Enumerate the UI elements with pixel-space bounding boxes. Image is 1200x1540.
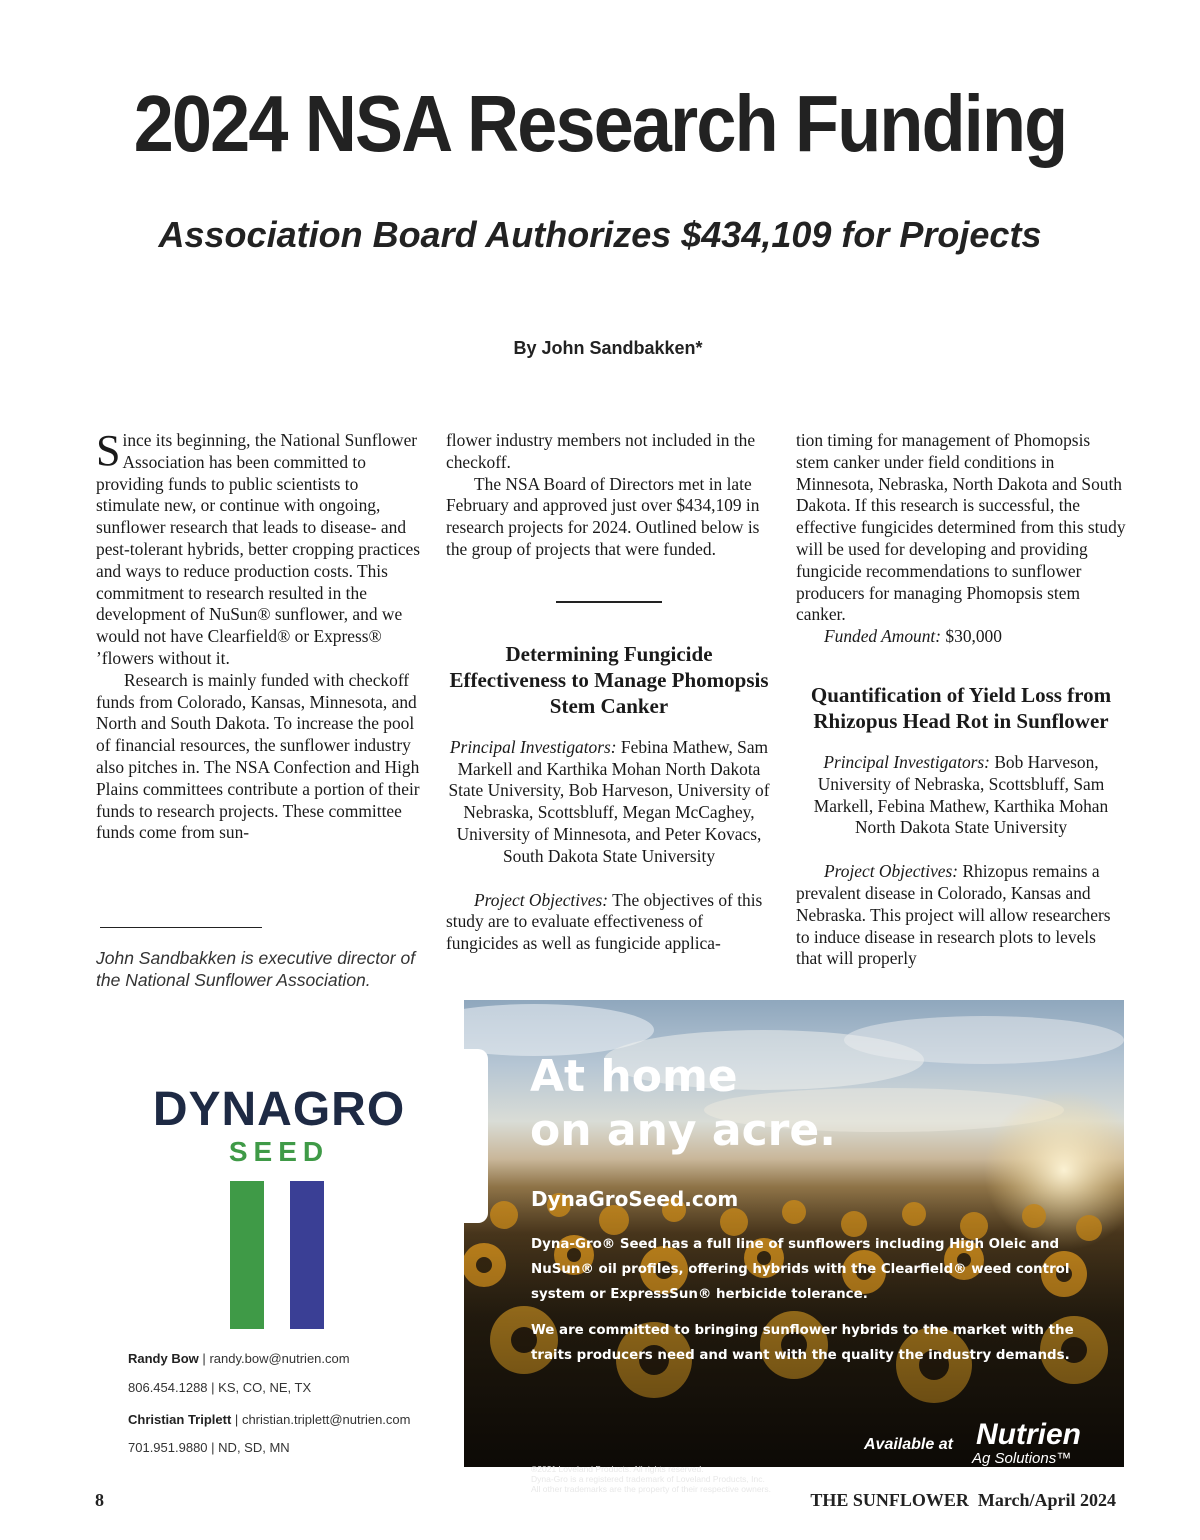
contact-1-line-1: Randy Bow | randy.bow@nutrien.com <box>128 1351 350 1366</box>
ad-website-url: DynaGroSeed.com <box>531 1187 739 1211</box>
contact-1-name: Randy Bow <box>128 1351 199 1366</box>
article-column-3 <box>796 430 1126 970</box>
ad-body-paragraph-1: Dyna-Gro® Seed has a full line of sunflowers including High Oleic and NuSun® oil profiles, offering hybrids with the Clearfield® weed control system or ExpressSun® herbicide tolerance. <box>531 1237 1070 1302</box>
pi-text: Bob Harveson, University of Nebraska, Scottsbluff, Sam Markell, Febina Mathew, Karthika Mohan North Dakota State University <box>813 751 1109 838</box>
pi-text: Febina Mathew, Sam Markell and Karthika Mohan North Dakota State University, Bob Harveson, University of Nebraska, Scottsbluff, Megan McCaghey, University of Minnesota, and Peter Kovacs, South Dakota State University <box>448 736 770 866</box>
article-column-2 <box>446 430 772 955</box>
project-1-title: Determining Fungicide Effectiveness to Manage Phomopsis Stem Canker <box>449 641 769 718</box>
objectives-text: Rhizopus remains a prevalent disease in Colorado, Kansas and Nebraska. This project will allow researchers to induce disease in research plots to levels that will properly <box>796 861 1111 969</box>
funded-value: $30,000 <box>945 626 1002 647</box>
logo-green-bar <box>230 1181 264 1329</box>
ad-headline-line-2: on any acre. <box>530 1105 836 1156</box>
project-1-funded-amount <box>796 626 1126 648</box>
pi-label: Principal Investigators: <box>823 751 990 772</box>
project-2-investigators <box>796 752 1126 839</box>
ad-tab-accent <box>464 1049 488 1223</box>
pi-label: Principal Investigators: <box>449 736 617 757</box>
legal-line-3: All other trademarks are the property of their respective owners. <box>531 1484 771 1494</box>
drop-cap: S <box>96 426 121 475</box>
ad-body-paragraph-2: We are committed to bringing sunflower hybrids to the market with the traits producers need and want with the quality the industry demands. <box>531 1323 1074 1363</box>
ad-headline-line-1: At home <box>530 1051 738 1102</box>
project-1-investigators <box>446 737 772 868</box>
footnote-divider <box>100 927 262 928</box>
objectives-text: The objectives of this study are to evaluate effectiveness of fungicides as well as fungicide applica- <box>446 889 763 954</box>
nutrien-logo: Nutrien <box>976 1418 1081 1451</box>
dynagro-logo-seed: SEED <box>228 1136 330 1167</box>
author-footnote: John Sandbakken is executive director of the National Sunflower Association. <box>96 948 416 990</box>
article-column-1 <box>96 426 422 844</box>
continued-paragraph: flower industry members not included in the checkoff. <box>446 430 756 472</box>
publication-footer: THE SUNFLOWER March/April 2024 <box>810 1490 1116 1510</box>
ad-headline <box>530 1050 836 1158</box>
intro-text: ince its beginning, the National Sunflower Association has been committed to providing funds to public scientists to stimulate new, or continue with ongoing, sunflower research that leads to disease- and pest-tolerant hybrids, better cropping practices and ways to reduce production costs. This commitment to research resulted in the development of NuSun® sunflower, and we would not have Clearfield® or Express® ’flowers without it. <box>96 430 421 668</box>
available-at-label: Available at <box>864 1436 953 1453</box>
contact-1-line-2: 806.454.1288 | KS, CO, NE, TX <box>128 1380 312 1395</box>
contact-2-name: Christian Triplett <box>128 1412 232 1427</box>
logo-blue-bar <box>290 1181 324 1329</box>
legal-line-1: ®2021 Loveland Products. All rights reserved. <box>531 1464 704 1474</box>
contact-2-line-2: 701.951.9880 | ND, SD, MN <box>128 1440 290 1455</box>
page-title: 2024 NSA Research Funding <box>133 79 1067 168</box>
dynagro-logo-wordmark: DYNAGRO <box>152 1083 406 1136</box>
intro-paragraph <box>96 426 422 670</box>
objectives-label: Project Objectives: <box>474 889 609 910</box>
contact-1-email: randy.bow@nutrien.com <box>209 1351 350 1366</box>
contact-2-regions: ND, SD, MN <box>218 1440 290 1455</box>
contact-1-phone: 806.454.1288 <box>128 1380 208 1395</box>
objectives-label: Project Objectives: <box>824 861 959 882</box>
contact-2-line-1: Christian Triplett | christian.triplett@nutrien.com <box>128 1412 411 1427</box>
contact-2-phone: 701.951.9880 <box>128 1440 208 1455</box>
funding-paragraph: Research is mainly funded with checkoff funds from Colorado, Kansas, Minnesota, and North and South Dakota. To increase the pool of financial resources, the sunflower industry also pitches in. The NSA Confection and High Plains committees contribute a portion of their funds to research projects. These committee funds come from sun- <box>96 669 420 843</box>
ad-legal-text <box>531 1464 831 1494</box>
page-subtitle: Association Board Authorizes $434,109 for Projects <box>158 214 1042 255</box>
nutrien-logo-subtitle: Ag Solutions™ <box>972 1450 1072 1467</box>
page-number: 8 <box>95 1490 104 1510</box>
legal-line-2: Dyna-Gro is a registered trademark of Loveland Products, Inc. <box>531 1474 765 1484</box>
contact-1-regions: KS, CO, NE, TX <box>218 1380 312 1395</box>
byline: By John Sandbakken* <box>513 338 703 358</box>
board-paragraph: The NSA Board of Directors met in late February and approved just over $434,109 in research projects for 2024. Outlined below is the group of projects that were funded. <box>446 473 760 559</box>
project-1-objectives-continued: tion timing for management of Phomopsis stem canker under field conditions in Minnesota, Nebraska, North Dakota and South Dakota. If this research is successful, the effective fungicides determined from this study will be used for developing and providing fungicide recommendations to sunflower producers for managing Phomopsis stem canker. <box>796 430 1126 625</box>
project-2-title: Quantification of Yield Loss from Rhizopus Head Rot in Sunflower <box>810 682 1112 733</box>
contact-2-email: christian.triplett@nutrien.com <box>241 1412 411 1427</box>
project-1-objectives <box>446 890 772 955</box>
section-divider <box>556 601 662 603</box>
project-2-objectives <box>796 861 1126 970</box>
funded-label: Funded Amount: <box>824 626 942 647</box>
